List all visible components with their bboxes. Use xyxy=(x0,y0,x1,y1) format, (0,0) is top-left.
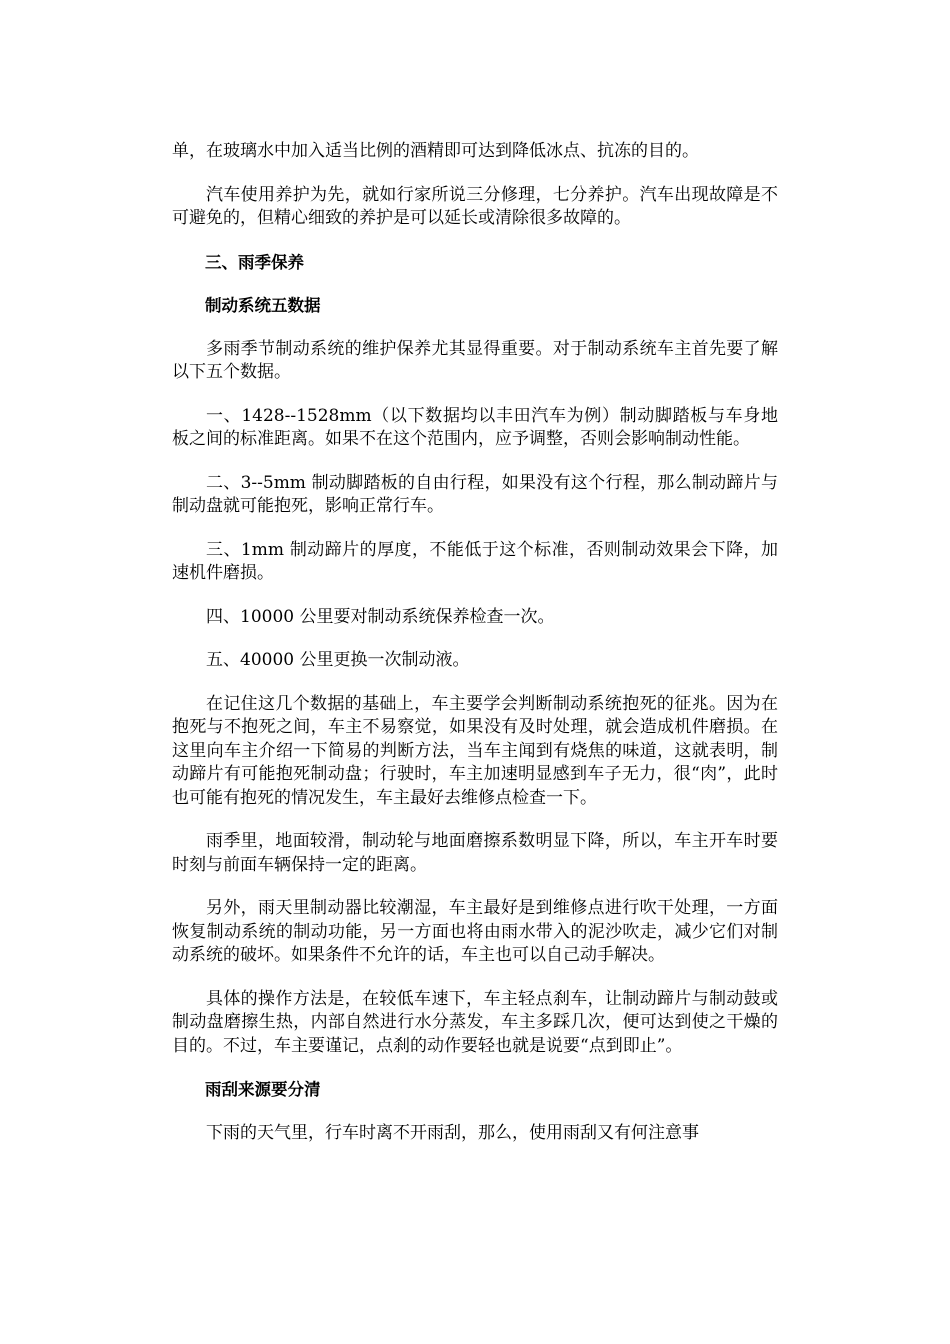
list-paragraph: 四、10000 公里要对制动系统保养检查一次。 xyxy=(206,606,555,627)
paragraph: 单，在玻璃水中加入适当比例的酒精即可达到降低冰点、抗冻的目的。 xyxy=(172,141,699,161)
paragraph: 汽车使用养护为先，就如行家所说三分修理，七分养护。汽车出现故障是不可避免的，但精心细致的养护是可以延长或清除很多故障的。 xyxy=(172,184,778,228)
list-paragraph: 三、1mm 制动蹄片的厚度，不能低于这个标准，否则制动效果会下降，加速机件磨损。 xyxy=(172,539,778,583)
list-paragraph: 五、40000 公里更换一次制动液。 xyxy=(206,650,470,670)
paragraph: 下雨的天气里，行车时离不开雨刮，那么，使用雨刮又有何注意事 xyxy=(206,1122,699,1143)
section-heading: 三、雨季保养 xyxy=(205,252,304,272)
paragraph: 多雨季节制动系统的维护保养尤其显得重要。对于制动系统车主首先要了解以下五个数据。 xyxy=(172,338,778,382)
subsection-heading: 雨刮来源要分清 xyxy=(205,1080,321,1099)
document-body xyxy=(172,140,778,1165)
paragraph: 在记住这几个数据的基础上，车主要学会判断制动系统抱死的征兆。因为在抱死与不抱死之间，车主不易察觉，如果没有及时处理，就会造成机件磨损。在这里向车主介绍一下简易的判断方法，当车主闻到有烧焦的味道，这就表明，制动蹄片有可能抱死制动盘；行驶时，车主加速明显感到车子无力，很“肉”，此时也可能有抱死的情况发生，车主最好去维修点检查一下。 xyxy=(172,693,778,808)
subsection-heading: 制动系统五数据 xyxy=(205,296,321,315)
paragraph: 另外，雨天里制动器比较潮湿，车主最好是到维修点进行吹干处理，一方面恢复制动系统的制动功能，另一方面也将由雨水带入的泥沙吹走，减少它们对制动系统的破坏。如果条件不允许的话，车主也可以自己动手解决。 xyxy=(172,898,778,965)
paragraph: 具体的操作方法是，在较低车速下，车主轻点刹车，让制动蹄片与制动鼓或制动盘磨擦生热，内部自然进行水分蒸发，车主多踩几次，便可达到使之干燥的目的。不过，车主要谨记，点刹的动作要轻也就是说要“点到即止”。 xyxy=(172,988,778,1056)
list-paragraph: 二、3--5mm 制动脚踏板的自由行程，如果没有这个行程，那么制动蹄片与制动盘就可能抱死，影响正常行车。 xyxy=(172,472,778,516)
list-paragraph: 一、1428--1528mm（以下数据均以丰田汽车为例）制动脚踏板与车身地板之间的标准距离。如果不在这个范围内，应予调整，否则会影响制动性能。 xyxy=(172,405,778,449)
paragraph: 雨季里，地面较滑，制动轮与地面磨擦系数明显下降，所以，车主开车时要时刻与前面车辆保持一定的距离。 xyxy=(172,831,778,875)
